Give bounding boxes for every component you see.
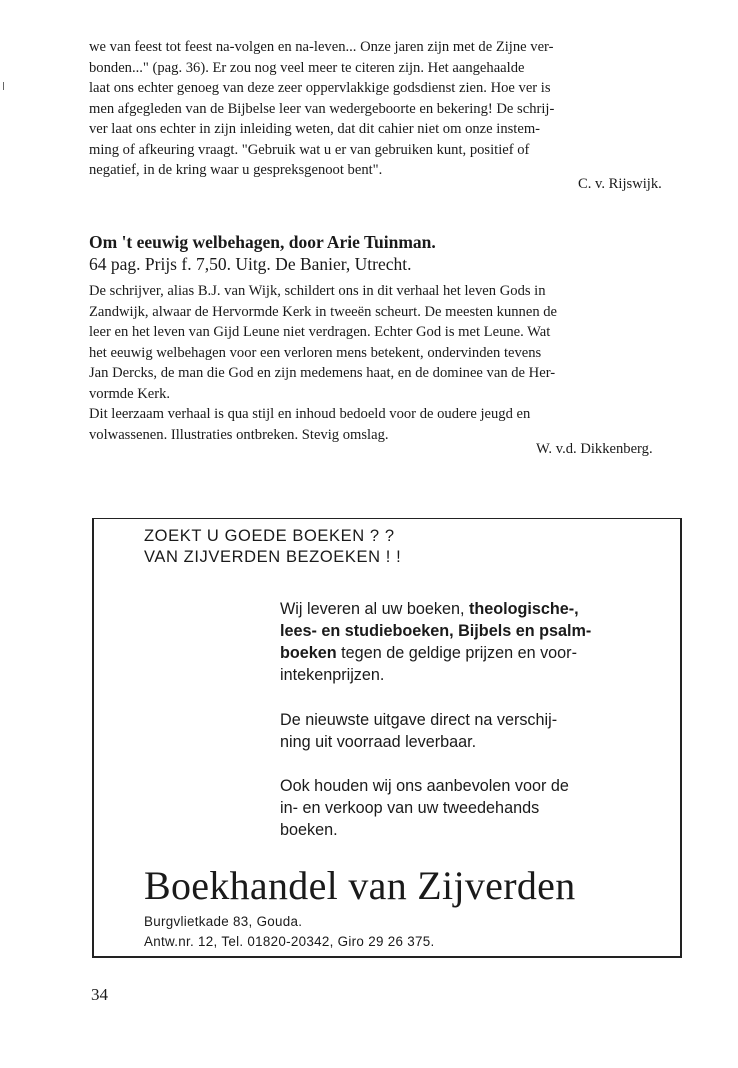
text-line: in- en verkoop van uw tweedehands bbox=[280, 799, 540, 817]
text-line: Zandwijk, alwaar de Hervormde Kerk in tweeën scheurt. De meesten kunnen de bbox=[89, 303, 558, 320]
advert-headline: VAN ZIJVERDEN BEZOEKEN ! ! bbox=[144, 548, 402, 566]
text-line: ming of afkeuring vraagt. "Gebruik wat u er van gebruiken kunt, positief of bbox=[89, 141, 530, 158]
text-line: Dit leerzaam verhaal is qua stijl en inhoud bedoeld voor de oudere jeugd en bbox=[89, 406, 531, 422]
text-line: bonden..." (pag. 36). Er zou nog veel meer te citeren zijn. Het aangehaalde bbox=[89, 59, 525, 76]
text-line: volwassenen. Illustraties ontbreken. Stevig omslag. bbox=[89, 426, 389, 443]
scan-edge-mark bbox=[3, 82, 4, 90]
text-line: Ook houden wij ons aanbevolen voor de bbox=[280, 777, 569, 795]
bookshop-contact: Antw.nr. 12, Tel. 01820-20342, Giro 29 26 375. bbox=[144, 934, 435, 949]
reviewer-signature: W. v.d. Dikkenberg. bbox=[536, 441, 653, 457]
text-line: vormde Kerk. bbox=[89, 385, 171, 402]
text-line: ning uit voorraad leverbaar. bbox=[280, 733, 477, 751]
emphasis-text: lees- en studieboeken, Bijbels en psalm- bbox=[280, 622, 592, 640]
book-review-body bbox=[89, 281, 685, 445]
emphasis-text: theologische-, bbox=[468, 600, 579, 618]
emphasis-text: boeken bbox=[280, 644, 337, 662]
text-line: boeken. bbox=[280, 821, 338, 839]
book-review-title: Om 't eeuwig welbehagen, door Arie Tuinman. bbox=[89, 232, 436, 252]
text-fragment: tegen de geldige prijzen en voor- bbox=[336, 644, 577, 662]
advert-paragraph bbox=[280, 598, 640, 686]
text-line bbox=[280, 598, 640, 620]
text-line: De nieuwste uitgave direct na verschij- bbox=[280, 711, 558, 729]
text-line: laat ons echter genoeg van deze zeer oppervlakkige godsdienst zien. Hoe ver is bbox=[89, 80, 551, 96]
book-review-details: 64 pag. Prijs f. 7,50. Uitg. De Banier, Utrecht. bbox=[89, 254, 412, 274]
text-line bbox=[280, 642, 640, 664]
page-number: 34 bbox=[91, 985, 108, 1004]
advert-paragraph bbox=[280, 775, 640, 841]
text-line: we van feest tot feest na-volgen en na-leven... Onze jaren zijn met de Zijne ver- bbox=[89, 39, 554, 55]
advert-paragraph bbox=[280, 709, 640, 753]
text-line: intekenprijzen. bbox=[280, 666, 385, 684]
text-line: negatief, in de kring waar u gespreksgenoot bent". bbox=[89, 162, 383, 178]
advert-headline: ZOEKT U GOEDE BOEKEN ? ? bbox=[144, 527, 395, 545]
bookshop-address: Burgvlietkade 83, Gouda. bbox=[144, 914, 303, 929]
reviewer-signature: C. v. Rijswijk. bbox=[578, 176, 662, 192]
text-line: De schrijver, alias B.J. van Wijk, schildert ons in dit verhaal het leven Gods in bbox=[89, 283, 546, 299]
text-line: het eeuwig welbehagen voor een verloren mens betekent, ondervinden tevens bbox=[89, 344, 542, 361]
text-fragment: Wij leveren al uw boeken, bbox=[280, 600, 469, 618]
text-line: Jan Dercks, de man die God en zijn medemens haat, en de dominee van de Her- bbox=[89, 365, 556, 381]
intro-review-body bbox=[89, 37, 685, 181]
text-line: leer en het leven van Gijd Leune niet verdragen. Echter God is met Leune. Wat bbox=[89, 324, 551, 340]
text-line: ver laat ons echter in zijn inleiding weten, dat dit cahier niet om onze instem- bbox=[89, 121, 541, 137]
bookshop-name: Boekhandel van Zijverden bbox=[144, 863, 576, 908]
text-line: men afgegleden van de Bijbelse leer van wedergeboorte en bekering! De schrij- bbox=[89, 100, 555, 117]
